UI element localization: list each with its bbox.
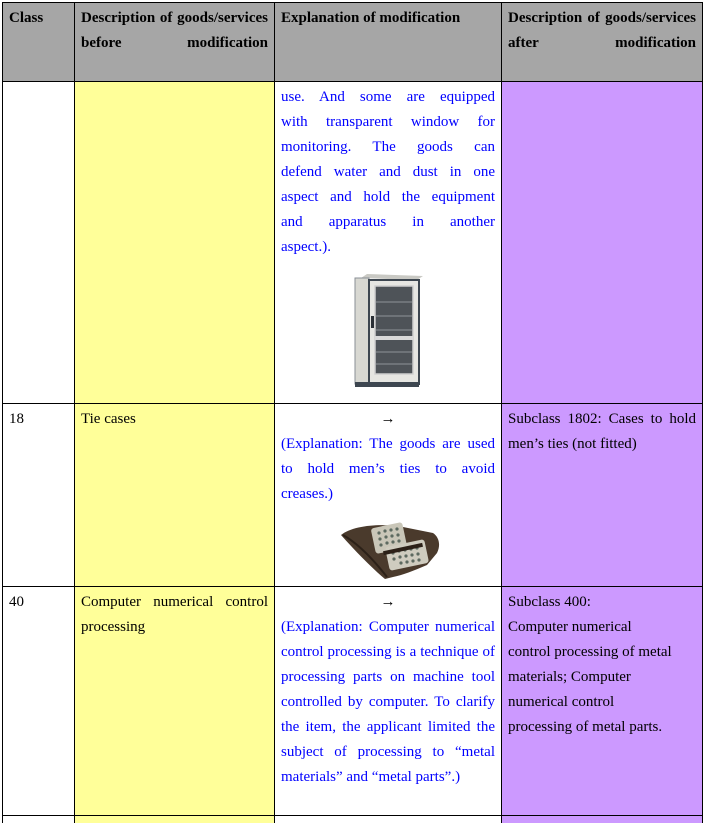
after-line: Computer numerical [508, 615, 696, 640]
after-line: control processing of metal [508, 640, 696, 665]
header-explanation: Explanation of modification [275, 3, 502, 82]
after-line: materials; Computer [508, 665, 696, 690]
before-cell [75, 82, 275, 404]
explanation-text: (Explanation: The goods are used to hold men’s ties to avoid creases.) [281, 432, 495, 507]
explanation-line: monitoring. The goods can [281, 135, 495, 160]
modification-table [2, 2, 703, 823]
after-line: Subclass 400: [508, 590, 696, 615]
table-row [3, 587, 703, 816]
after-cell [502, 587, 703, 816]
header-row [3, 3, 703, 82]
header-after: Description of goods/services after modification [502, 3, 703, 82]
after-line: processing of metal parts. [508, 715, 696, 740]
tie-case-image [333, 513, 443, 581]
arrow-icon: → [281, 407, 495, 432]
explanation-line: use. And some are equipped [281, 85, 495, 110]
after-cell: Subclass 1802: Cases to hold men’s ties (not fitted) [502, 404, 703, 587]
table-row [3, 404, 703, 587]
after-cell [502, 816, 703, 823]
before-cell: Computer numerical control processing [75, 587, 275, 816]
server-cabinet-image [351, 272, 425, 390]
document-page [0, 0, 705, 823]
explanation-line: aspect.). [281, 235, 495, 260]
explanation-line: with transparent window for [281, 110, 495, 135]
table-row [3, 82, 703, 404]
explanation-line: aspect and hold the equipment [281, 185, 495, 210]
class-cell [3, 816, 75, 823]
table-row-clipped [3, 816, 703, 823]
explanation-line: defend water and dust in one [281, 160, 495, 185]
explanation-cell [275, 816, 502, 823]
before-cell: Tie cases [75, 404, 275, 587]
after-cell [502, 82, 703, 404]
class-cell: 18 [3, 404, 75, 587]
explanation-cell [275, 404, 502, 587]
header-class: Class [3, 3, 75, 82]
header-before: Description of goods/services before modification [75, 3, 275, 82]
before-cell [75, 816, 275, 823]
after-line: numerical control [508, 690, 696, 715]
explanation-text: (Explanation: Computer numerical control processing is a technique of processing parts on machine tool controlled by computer. To clarify the item, the applicant limited the subject of processing to “metal materials” and “metal parts”.) [281, 615, 495, 790]
explanation-cell [275, 587, 502, 816]
class-cell [3, 82, 75, 404]
arrow-icon: → [281, 590, 495, 615]
class-cell: 40 [3, 587, 75, 816]
explanation-cell [275, 82, 502, 404]
explanation-line: and apparatus in another [281, 210, 495, 235]
